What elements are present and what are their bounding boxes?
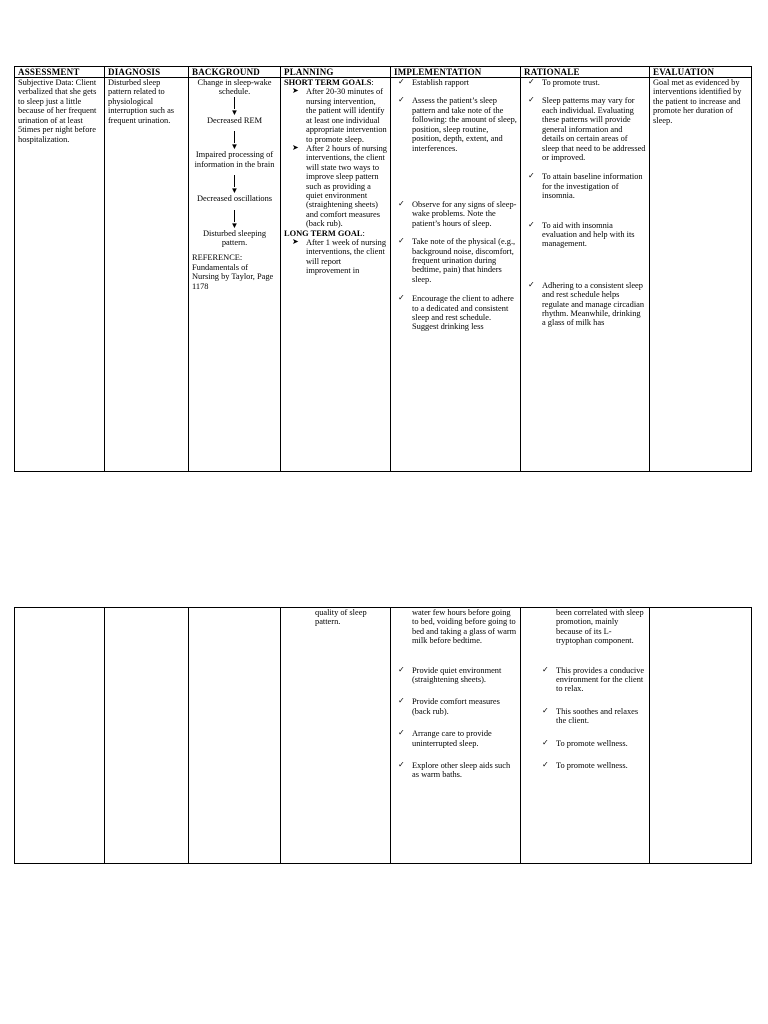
implementation-cell bbox=[391, 608, 521, 864]
planning-cell bbox=[281, 608, 391, 864]
header-evaluation: EVALUATION bbox=[650, 67, 752, 78]
check-icon: ✓ bbox=[528, 77, 535, 87]
list-item: ✓ Provide quiet environment (straightening sheets). bbox=[398, 664, 502, 685]
list-item: ➤ After 1 week of nursing interventions, the client will report improvement in bbox=[292, 236, 387, 276]
planning-continued-text: quality of sleep pattern. bbox=[315, 608, 367, 627]
background-step: Disturbed sleeping pattern. bbox=[202, 228, 267, 247]
header-background: BACKGROUND bbox=[189, 67, 281, 78]
long-term-goals-list bbox=[284, 238, 387, 276]
list-item: ✓ This soothes and relaxes the client. bbox=[542, 705, 639, 726]
header-rationale: RATIONALE bbox=[521, 67, 650, 78]
list-item: ✓ Sleep patterns may vary for each individual. Evaluating these patterns will provide general information and details on certain areas of sleep that need to be addressed or improved. bbox=[528, 95, 646, 162]
down-arrow-icon: ▼ bbox=[192, 210, 277, 229]
background-cell bbox=[189, 78, 281, 472]
planning-cell bbox=[281, 78, 391, 472]
arrow-bullet-icon: ➤ bbox=[292, 236, 299, 246]
background-step: Decreased oscillations bbox=[196, 194, 273, 204]
rationale-cell bbox=[521, 78, 650, 472]
list-item: ✓ Take note of the physical (e.g., background noise, discomfort, frequent urination during bedtime, pain) that hinders sleep. bbox=[398, 236, 516, 284]
implementation-list bbox=[394, 78, 517, 332]
list-item: ✓ Provide comfort measures (back rub). bbox=[398, 696, 500, 716]
short-term-goals-list bbox=[284, 87, 387, 228]
check-icon: ✓ bbox=[542, 737, 549, 747]
background-step: Decreased REM bbox=[206, 115, 263, 125]
list-item: ✓ This provides a conducive environment for the client to relax. bbox=[542, 664, 645, 694]
check-icon: ✓ bbox=[398, 77, 405, 87]
header-implementation: IMPLEMENTATION bbox=[391, 67, 521, 78]
rationale-cell bbox=[521, 608, 650, 864]
care-plan-table-page-1 bbox=[14, 66, 752, 472]
rationale-continued-text: been correlated with sleep promotion, mainly because of its L-tryptophan component. bbox=[556, 608, 644, 646]
background-step: Impaired processing of information in the brain bbox=[194, 150, 275, 169]
list-item: ✓ To promote wellness. bbox=[542, 737, 628, 748]
check-icon: ✓ bbox=[528, 219, 535, 229]
list-item: ✓ Encourage the client to adhere to a dedicated and consistent sleep and rest schedule. Suggest drinking less bbox=[398, 293, 514, 332]
table-row bbox=[15, 78, 752, 472]
check-icon: ✓ bbox=[528, 95, 535, 105]
diagnosis-cell bbox=[105, 78, 189, 472]
diagnosis-cell bbox=[105, 608, 189, 864]
list-item: ✓ Explore other sleep aids such as warm baths. bbox=[398, 760, 511, 780]
care-plan-table-page-2 bbox=[14, 607, 752, 864]
check-icon: ✓ bbox=[398, 760, 405, 770]
check-icon: ✓ bbox=[398, 696, 405, 706]
down-arrow-icon: ▼ bbox=[192, 131, 277, 150]
check-icon: ✓ bbox=[528, 171, 535, 181]
header-planning: PLANNING bbox=[281, 67, 391, 78]
assessment-cell bbox=[15, 78, 105, 472]
table-row bbox=[15, 608, 752, 864]
evaluation-text: Goal met as evidenced by interventions identified by the patient to increase and promote her duration of sleep. bbox=[653, 78, 742, 125]
list-item: ✓ To attain baseline information for the investigation of insomnia. bbox=[528, 171, 643, 201]
check-icon: ✓ bbox=[398, 198, 405, 208]
check-icon: ✓ bbox=[528, 279, 535, 289]
header-diagnosis: DIAGNOSIS bbox=[105, 67, 189, 78]
header-assessment: ASSESSMENT bbox=[15, 67, 105, 78]
list-item: ✓ Assess the patient’s sleep pattern and take note of the following: the amount of sleep, position, sleep routine, position, depth, extent, and interferences. bbox=[398, 95, 517, 153]
short-term-goals-label: SHORT TERM GOALS: bbox=[284, 78, 374, 88]
list-item: ✓ Establish rapport bbox=[398, 77, 469, 88]
rationale-list bbox=[524, 666, 646, 771]
check-icon: ✓ bbox=[542, 760, 549, 770]
implementation-list bbox=[394, 666, 517, 780]
list-item: ✓ To aid with insomnia evaluation and help with its management. bbox=[528, 219, 635, 249]
check-icon: ✓ bbox=[542, 664, 549, 674]
list-item: ➤ After 20-30 minutes of nursing intervention, the patient will identify at least one individual appropriate intervention to promote sleep. bbox=[292, 86, 387, 144]
list-item: ✓ To promote wellness. bbox=[542, 760, 628, 771]
assessment-cell bbox=[15, 608, 105, 864]
check-icon: ✓ bbox=[398, 728, 405, 738]
implementation-cell bbox=[391, 78, 521, 472]
check-icon: ✓ bbox=[398, 236, 405, 246]
down-arrow-icon: ▼ bbox=[192, 97, 277, 116]
list-item: ✓ Adhering to a consistent sleep and rest schedule helps regulate and manage circadian rhythm. Meanwhile, drinking a glass of milk has bbox=[528, 279, 645, 328]
long-term-goal-label: LONG TERM GOAL: bbox=[284, 228, 365, 238]
check-icon: ✓ bbox=[398, 95, 405, 105]
arrow-bullet-icon: ➤ bbox=[292, 86, 299, 96]
check-icon: ✓ bbox=[542, 705, 549, 715]
arrow-bullet-icon: ➤ bbox=[292, 142, 299, 152]
background-reference: REFERENCE: Fundamentals of Nursing by Taylor, Page 1178 bbox=[192, 253, 274, 291]
assessment-text: Subjective Data: Client verbalized that she gets to sleep just a little because of her frequent urination of at least 5times per night before hospitalization. bbox=[18, 78, 97, 144]
list-item: ✓ Arrange care to provide uninterrupted sleep. bbox=[398, 728, 492, 748]
down-arrow-icon: ▼ bbox=[192, 175, 277, 194]
list-item: ✓ To promote trust. bbox=[528, 77, 600, 88]
check-icon: ✓ bbox=[398, 293, 405, 303]
list-item: ➤ After 2 hours of nursing interventions, the client will state two ways to improve sleep pattern such as providing a quiet environment (straightening sheets) and comfort measures (back rub). bbox=[292, 142, 387, 229]
evaluation-cell bbox=[650, 608, 752, 864]
list-item: ✓ Observe for any signs of sleep-wake problems. Note the patient’s hours of sleep. bbox=[398, 198, 517, 228]
diagnosis-text: Disturbed sleep pattern related to physiological interruption such as frequent urination. bbox=[108, 78, 175, 125]
evaluation-cell bbox=[650, 78, 752, 472]
rationale-list bbox=[524, 78, 646, 328]
implementation-continued-text: water few hours before going to bed, voiding before going to bed and taking a glass of warm milk before bedtime. bbox=[412, 608, 517, 646]
header-row bbox=[15, 67, 752, 78]
check-icon: ✓ bbox=[398, 664, 405, 674]
background-cell bbox=[189, 608, 281, 864]
background-step: Change in sleep-wake schedule. bbox=[197, 78, 272, 97]
